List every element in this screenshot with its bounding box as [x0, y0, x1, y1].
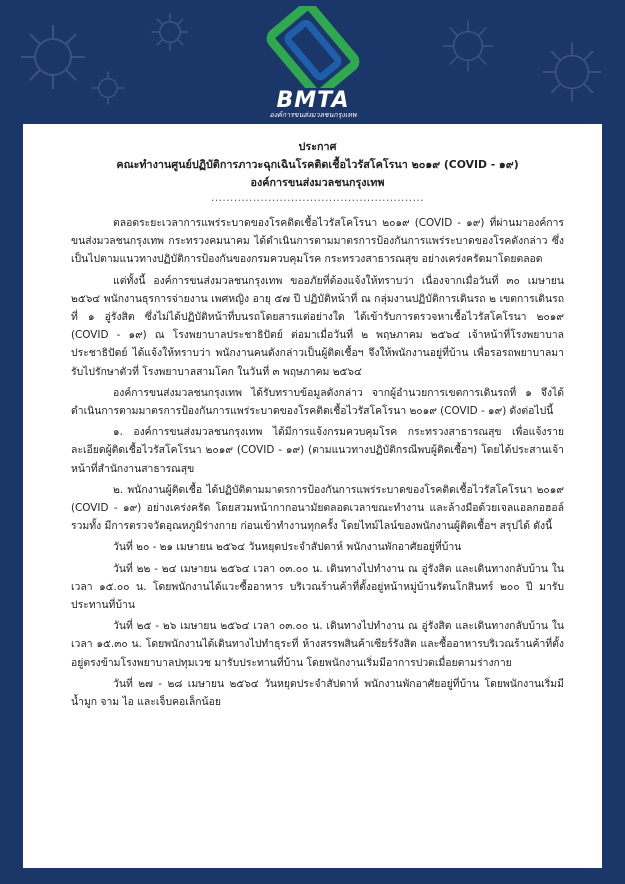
timeline-entry: วันที่ ๒๗ - ๒๘ เมษายน ๒๕๖๔ วันหยุดประจำสัปดาห์ พนักงานพักอาศัยอยู่ที่บ้าน โดยพนักงานเริ่มมีน้ำมูก จาม ไอ และเจ็บคอเล็กน้อย [71, 677, 564, 709]
measure-item-1: ๑. องค์การขนส่งมวลชนกรุงเทพ ได้มีการแจ้งกรมควบคุมโรค กระทรวงสาธารณสุข เพื่อแจ้งรายละเอียดผู้ติดเชื้อไวรัสโคโรนา ๒๐๑๙ (COVID - ๑๙) (ตามแนวทางปฏิบัติกรณีพบผู้ติดเชื้อฯ) โดยได้ประสานเจ้าหน้าที่สำนักงานสาธารณสุข [71, 426, 564, 475]
paragraph: องค์การขนส่งมวลชนกรุงเทพ ได้รับทราบข้อมูลดังกล่าว จากผู้อำนวยการเขตการเดินรถที่ ๑ จึงได้ดำเนินการตามมาตรการป้องกันการแพร่ระบาดของโรคติดเชื้อไวรัสโคโรนา ๒๐๑๙ (COVID - ๑๙) ดังต่อไปนี้ [71, 386, 564, 418]
bmta-logo [254, 6, 372, 118]
announcement-organization: องค์การขนส่งมวลชนกรุงเทพ [250, 176, 385, 189]
logo-text: BMTA [276, 88, 350, 113]
announcement-document [23, 124, 602, 868]
paragraph: แต่ทั้งนี้ องค์การขนส่งมวลชนกรุงเทพ ขออภัยที่ต้องแจ้งให้ทราบว่า เนื่องจากเมื่อวันที่ ๓๐ เมษายน ๒๕๖๔ พนักงานธุรการจ่ายงาน เพศหญิง อายุ ๕๗ ปี ปฏิบัติหน้าที่ ณ กลุ่มงานปฏิบัติการเดินรถ ๒ เขตการเดินรถที่ ๑ อู่รังสิต ซึ่งไม่ได้ปฏิบัติหน้าที่บนรถโดยสารแต่อย่างใด ได้เข้ารับการตรวจหาเชื้อไวรัสโคโรนา ๒๐๑๙ (COVID - ๑๙) ณ โรงพยาบาลประชาธิปัตย์ ต่อมาเมื่อวันที่ ๒ พฤษภาคม ๒๕๖๔ เจ้าหน้าที่โรงพยาบาลประชาธิปัตย์ ได้แจ้งให้ทราบว่า พนักงานคนดังกล่าวเป็นผู้ติดเชื้อฯ จึงให้พนักงานอยู่ที่บ้าน เพื่อรอรถพยาบาลมารับไปรักษาตัวที่ โรงพยาบาลสามโคก ในวันที่ ๓ พฤษภาคม ๒๕๖๔ [71, 274, 564, 378]
timeline-entry: วันที่ ๒๕ - ๒๖ เมษายน ๒๕๖๔ เวลา ๐๓.๐๐ น. เดินทางไปทำงาน ณ อู่รังสิต และเดินทางกลับบ้าน ในเวลา ๑๕.๓๐ น. โดยพนักงานได้เดินทางไปทำธุระที่ ห้างสรรพสินค้าเซียร์รังสิต และซื้ออาหารบริเวณร้านค้าที่ตั้งอยู่ตรงข้ามโรงพยาบาลปทุมเวช มารับประทานที่บ้าน โดยพนักงานเริ่มมีอาการปวดเมื่อยตามร่างกาย [71, 620, 564, 669]
timeline-entry: วันที่ ๒๒ - ๒๔ เมษายน ๒๕๖๔ เวลา ๐๓.๐๐ น. เดินทางไปทำงาน ณ อู่รังสิต และเดินทางกลับบ้าน ในเวลา ๑๕.๐๐ น. โดยพนักงานได้แวะซื้ออาหาร บริเวณร้านค้าที่ตั้งอยู่หน้าหมู่บ้านรัตนโกสินทร์ ๒๐๐ ปี มารับประทานที่บ้าน [71, 562, 564, 612]
bmta-logo-icon [254, 6, 372, 88]
paragraph: ตลอดระยะเวลาการแพร่ระบาดของโรคติดเชื้อไวรัสโคโรนา ๒๐๑๙ (COVID - ๑๙) ที่ผ่านมาองค์การขนส่งมวลชนกรุงเทพ กระทรวงคมนาคม ได้ดำเนินการตามมาตรการป้องกันการแพร่ระบาดของโรคดังกล่าว ซึ่งเป็นไปตามแนวทางปฏิบัติการป้องกันของกรมควบคุมโรค กระทรวงสาธารณสุข อย่างเคร่งครัดมาโดยตลอด [71, 217, 564, 266]
timeline-entry: วันที่ ๒๐ - ๒๑ เมษายน ๒๕๖๔ วันหยุดประจำสัปดาห์ พนักงานพักอาศัยอยู่ที่บ้าน [113, 541, 462, 554]
header [0, 0, 625, 126]
measure-item-2: ๒. พนักงานผู้ติดเชื้อ ได้ปฏิบัติตามมาตรการป้องกันการแพร่ระบาดของโรคติดเชื้อไวรัสโคโรนา ๒๐๑๙ (COVID - ๑๙) อย่างเคร่งครัด โดยสวมหน้ากากอนามัยตลอดเวลาขณะทำงาน และล้างมือด้วยเจลแอลกอฮอล์ รวมทั้ง มีการตรวจวัดอุณหภูมิร่างกาย ก่อนเข้าทำงานทุกครั้ง โดยไทม์ไลน์ของพนักงานผู้ติดเชื้อฯ สรุปได้ ดังนี้ [71, 483, 564, 533]
logo-subtitle: องค์การขนส่งมวลชนกรุงเทพ [269, 111, 357, 119]
divider: ........................................................ [211, 192, 424, 204]
announcement-title: คณะทำงานศูนย์ปฏิบัติการภาวะฉุกเฉินโรคติดเชื้อไวรัสโคโรนา ๒๐๑๙ (COVID - ๑๙) [116, 158, 519, 171]
announcement-heading: ประกาศ [298, 140, 337, 153]
